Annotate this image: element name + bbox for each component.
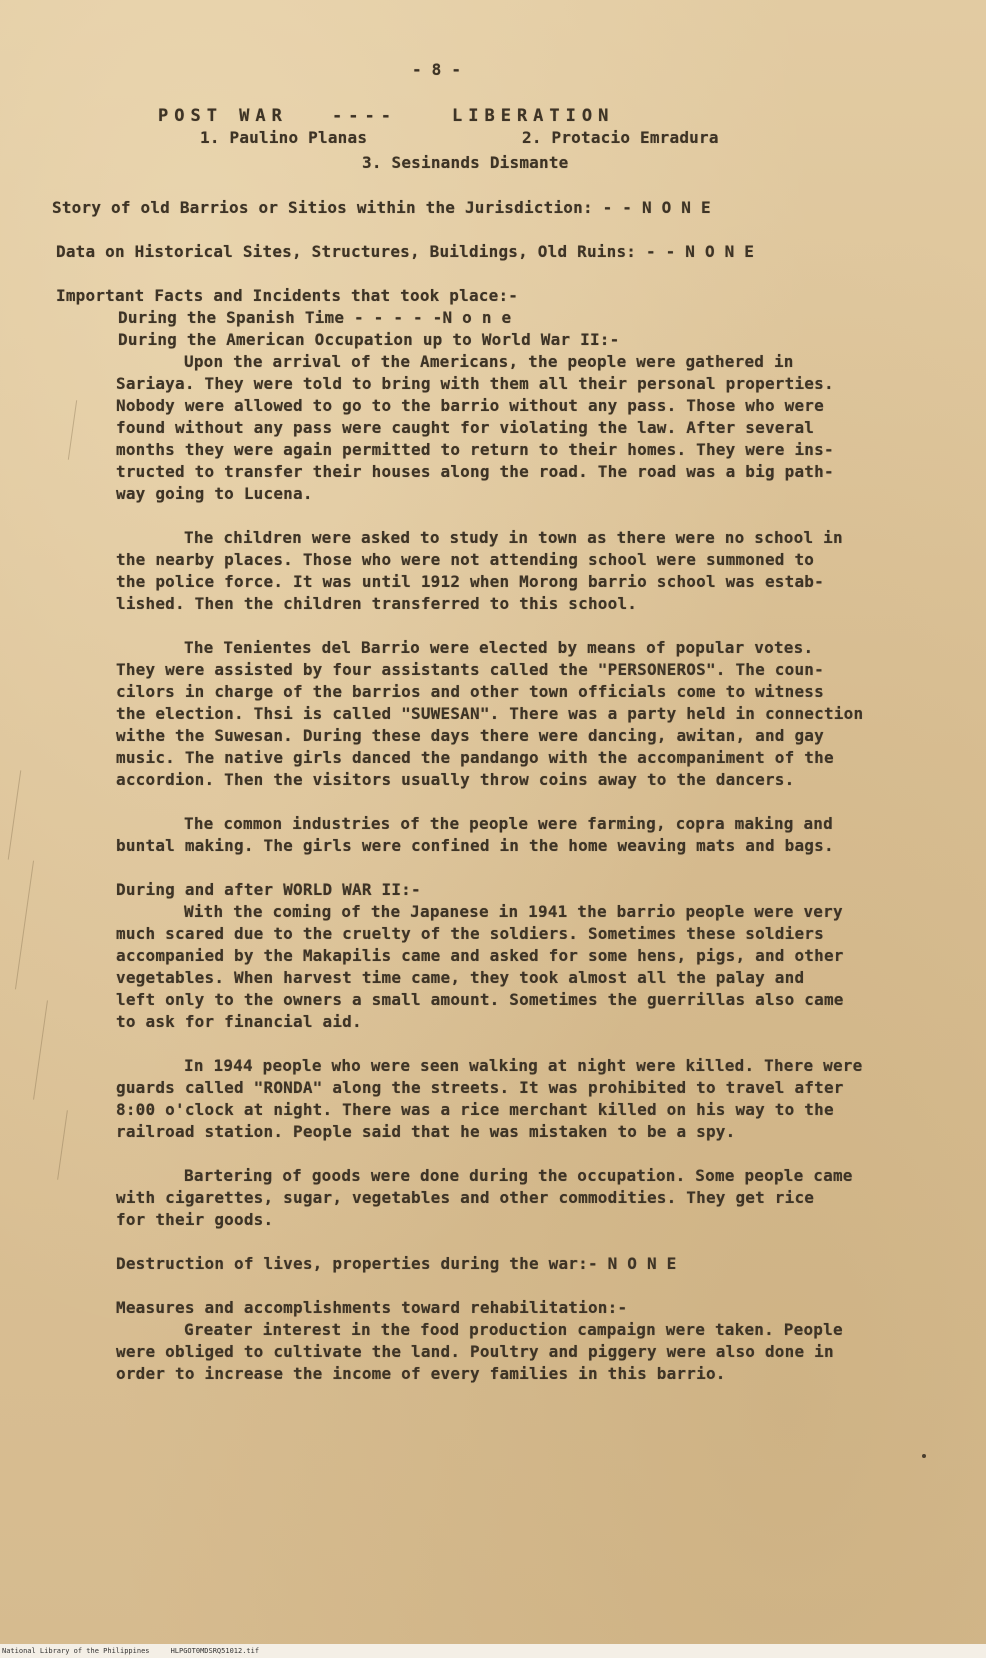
para3-line: cilors in charge of the barrios and other town officials come to witness (116, 682, 824, 701)
margin-pencil-mark (68, 400, 77, 460)
para3-line: music. The native girls danced the pandango with the accompaniment of the (116, 748, 834, 767)
heading-post-war: POST WAR (158, 106, 288, 126)
section-spanish-time: During the Spanish Time - - - - -N o n e (118, 308, 512, 327)
para6-line: guards called "RONDA" along the streets. It was prohibited to travel after (116, 1078, 844, 1097)
para3-line: They were assisted by four assistants called the "PERSONEROS". The coun- (116, 660, 824, 679)
para4-line: The common industries of the people were farming, copra making and (184, 814, 833, 833)
para3-line: accordion. Then the visitors usually throw coins away to the dancers. (116, 770, 795, 789)
section-destruction: Destruction of lives, properties during the war:- N O N E (116, 1254, 677, 1273)
author-3: 3. Sesinands Dismante (362, 153, 569, 172)
measures-heading: Measures and accomplishments toward rehabilitation:- (116, 1298, 628, 1317)
para3-line: withe the Suwesan. During these days there were dancing, awitan, and gay (116, 726, 824, 745)
margin-pencil-mark (57, 1110, 68, 1179)
author-1: 1. Paulino Planas (200, 128, 368, 147)
para7-line: with cigarettes, sugar, vegetables and other commodities. They get rice (116, 1188, 815, 1207)
margin-pencil-mark (15, 861, 34, 990)
page-number: - 8 - (412, 60, 462, 79)
para5-line: much scared due to the cruelty of the soldiers. Sometimes these soldiers (116, 924, 824, 943)
para3-line: The Tenientes del Barrio were elected by means of popular votes. (184, 638, 814, 657)
para1-line: tructed to transfer their houses along the road. The road was a big path- (116, 462, 834, 481)
para1-line: way going to Lucena. (116, 484, 313, 503)
para6-line: In 1944 people who were seen walking at night were killed. There were (184, 1056, 863, 1075)
para5-line: to ask for financial aid. (116, 1012, 362, 1031)
para8-line: Greater interest in the food production campaign were taken. People (184, 1320, 843, 1339)
para8-line: order to increase the income of every families in this barrio. (116, 1364, 726, 1383)
para1-line: Sariaya. They were told to bring with them all their personal properties. (116, 374, 834, 393)
section-historical-sites: Data on Historical Sites, Structures, Buildings, Old Ruins: - - N O N E (56, 242, 755, 261)
ww2-heading: During and after WORLD WAR II:- (116, 880, 421, 899)
para5-line: With the coming of the Japanese in 1941 the barrio people were very (184, 902, 843, 921)
margin-pencil-mark (8, 770, 22, 859)
para2-line: the police force. It was until 1912 when Morong barrio school was estab- (116, 572, 824, 591)
para6-line: railroad station. People said that he was mistaken to be a spy. (116, 1122, 736, 1141)
para2-line: the nearby places. Those who were not attending school were summoned to (116, 550, 815, 569)
para6-line: 8:00 o'clock at night. There was a rice merchant killed on his way to the (116, 1100, 834, 1119)
para4-line: buntal making. The girls were confined in the home weaving mats and bags. (116, 836, 834, 855)
para5-line: left only to the owners a small amount. Sometimes the guerrillas also came (116, 990, 844, 1009)
margin-pencil-mark (33, 1000, 48, 1099)
ink-dot (922, 1454, 926, 1458)
para2-line: The children were asked to study in town as there were no school in (184, 528, 843, 547)
para1-line: months they were again permitted to return to their homes. They were ins- (116, 440, 834, 459)
para5-line: accompanied by the Makapilis came and asked for some hens, pigs, and other (116, 946, 844, 965)
scan-footer: National Library of the Philippines HLPGOT0MDSRQ51012.tif (0, 1644, 986, 1658)
para3-line: the election. Thsi is called "SUWESAN". There was a party held in connection (116, 704, 864, 723)
heading-dashes: ---- (332, 106, 397, 126)
para1-line: Nobody were allowed to go to the barrio without any pass. Those who were (116, 396, 824, 415)
para1-line: Upon the arrival of the Americans, the people were gathered in (184, 352, 794, 371)
section-american-occupation: During the American Occupation up to World War II:- (118, 330, 620, 349)
para5-line: vegetables. When harvest time came, they took almost all the palay and (116, 968, 805, 987)
para7-line: for their goods. (116, 1210, 274, 1229)
para1-line: found without any pass were caught for violating the law. After several (116, 418, 815, 437)
para8-line: were obliged to cultivate the land. Poultry and piggery were also done in (116, 1342, 834, 1361)
heading-liberation: LIBERATION (452, 106, 615, 126)
para7-line: Bartering of goods were done during the occupation. Some people came (184, 1166, 853, 1185)
para2-line: lished. Then the children transferred to this school. (116, 594, 638, 613)
section-important-facts: Important Facts and Incidents that took place:- (56, 286, 519, 305)
section-old-barrios: Story of old Barrios or Sitios within the Jurisdiction: - - N O N E (52, 198, 711, 217)
author-2: 2. Protacio Emradura (522, 128, 719, 147)
